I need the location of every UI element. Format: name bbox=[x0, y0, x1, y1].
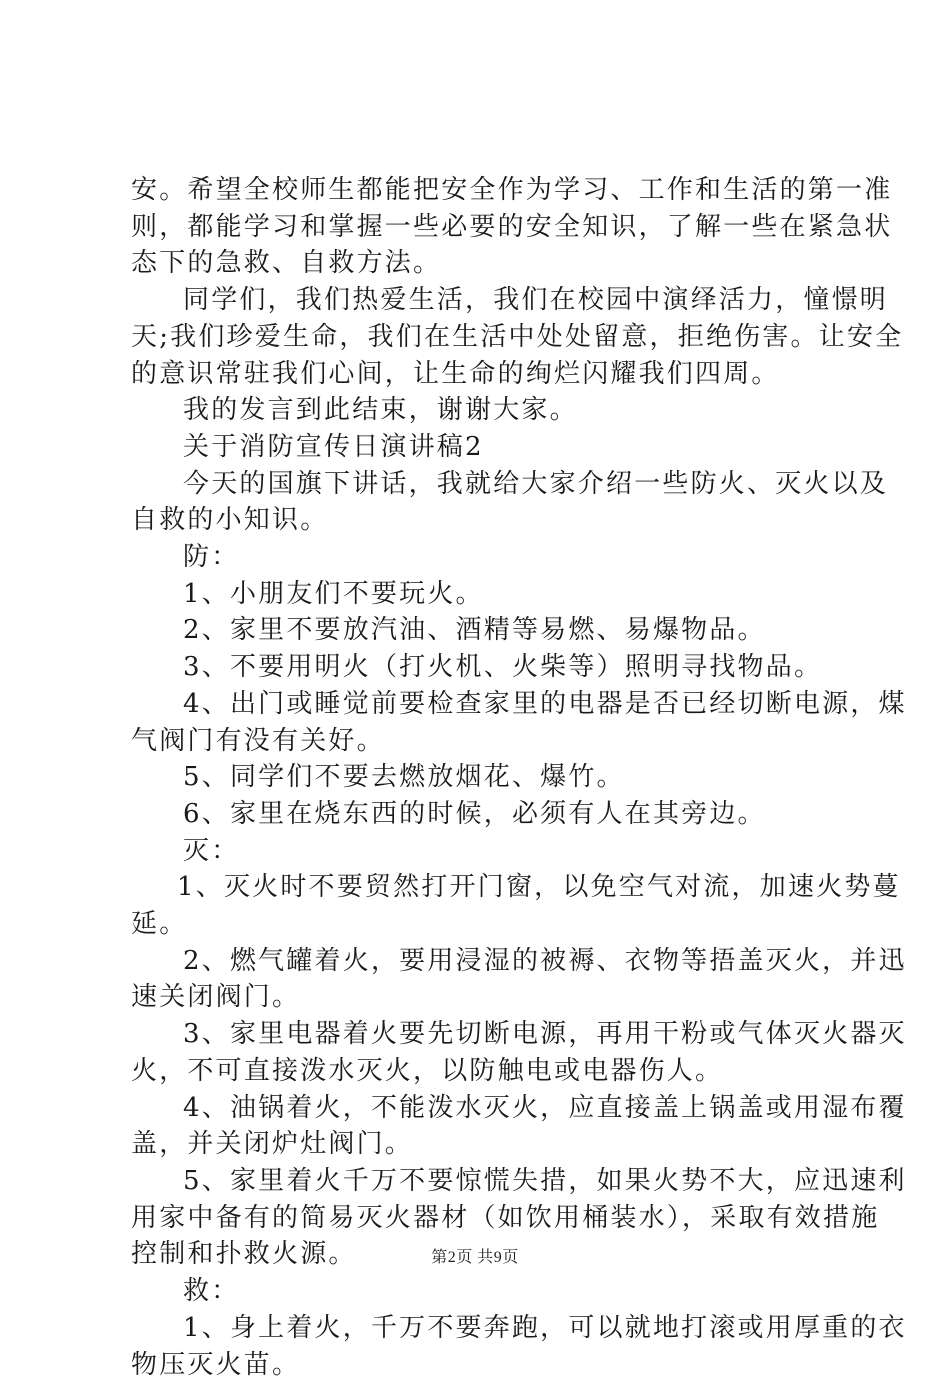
list-item: 2、燃气罐着火，要用浸湿的被褥、衣物等捂盖灭火，并迅 bbox=[131, 943, 831, 980]
list-item: 4、出门或睡觉前要检查家里的电器是否已经切断电源，煤 bbox=[131, 686, 831, 723]
text-line: 用家中备有的简易灭火器材（如饮用桶装水），采取有效措施 bbox=[131, 1200, 831, 1237]
subheading-prevent: 防： bbox=[131, 539, 831, 576]
text-line: 的意识常驻我们心间，让生命的绚烂闪耀我们四周。 bbox=[131, 356, 831, 393]
text-line: 同学们，我们热爱生活，我们在校园中演绎活力，憧憬明 bbox=[131, 282, 831, 319]
text-line: 我的发言到此结束，谢谢大家。 bbox=[131, 392, 831, 429]
list-item: 3、家里电器着火要先切断电源，再用干粉或气体灭火器灭 bbox=[131, 1016, 831, 1053]
subheading-rescue: 救： bbox=[131, 1273, 831, 1310]
text-line: 则，都能学习和掌握一些必要的安全知识，了解一些在紧急状 bbox=[131, 209, 831, 246]
text-line: 态下的急救、自救方法。 bbox=[131, 245, 831, 282]
list-item: 1、小朋友们不要玩火。 bbox=[131, 576, 831, 613]
text-line: 自救的小知识。 bbox=[131, 502, 831, 539]
list-item: 5、同学们不要去燃放烟花、爆竹。 bbox=[131, 759, 831, 796]
text-line: 延。 bbox=[131, 906, 831, 943]
list-item: 5、家里着火千万不要惊慌失措，如果火势不大，应迅速利 bbox=[131, 1163, 831, 1200]
text-line: 控制和扑救火源。 bbox=[131, 1236, 831, 1273]
text-line: 气阀门有没有关好。 bbox=[131, 723, 831, 760]
text-line: 今天的国旗下讲话，我就给大家介绍一些防火、灭火以及 bbox=[131, 466, 831, 503]
text-line: 安。希望全校师生都能把安全作为学习、工作和生活的第一准 bbox=[131, 172, 831, 209]
list-item: 3、不要用明火（打火机、火柴等）照明寻找物品。 bbox=[131, 649, 831, 686]
list-item: 4、油锅着火，不能泼水灭火，应直接盖上锅盖或用湿布覆 bbox=[131, 1090, 831, 1127]
section-title: 关于消防宣传日演讲稿2 bbox=[131, 429, 831, 466]
list-item: 2、家里不要放汽油、酒精等易燃、易爆物品。 bbox=[131, 612, 831, 649]
text-line: 天;我们珍爱生命，我们在生活中处处留意，拒绝伤害。让安全 bbox=[131, 319, 831, 356]
subheading-extinguish: 灭： bbox=[131, 833, 831, 870]
document-body bbox=[131, 172, 831, 1383]
text-line: 盖，并关闭炉灶阀门。 bbox=[131, 1126, 831, 1163]
list-item: 6、家里在烧东西的时候，必须有人在其旁边。 bbox=[131, 796, 831, 833]
list-item: 1、灭火时不要贸然打开门窗，以免空气对流，加速火势蔓 bbox=[131, 869, 831, 906]
page-number-footer: 第2页 共9页 bbox=[0, 1244, 950, 1267]
text-line: 物压灭火苗。 bbox=[131, 1347, 831, 1383]
list-item: 1、身上着火，千万不要奔跑，可以就地打滚或用厚重的衣 bbox=[131, 1310, 831, 1347]
text-line: 火，不可直接泼水灭火，以防触电或电器伤人。 bbox=[131, 1053, 831, 1090]
text-line: 速关闭阀门。 bbox=[131, 979, 831, 1016]
